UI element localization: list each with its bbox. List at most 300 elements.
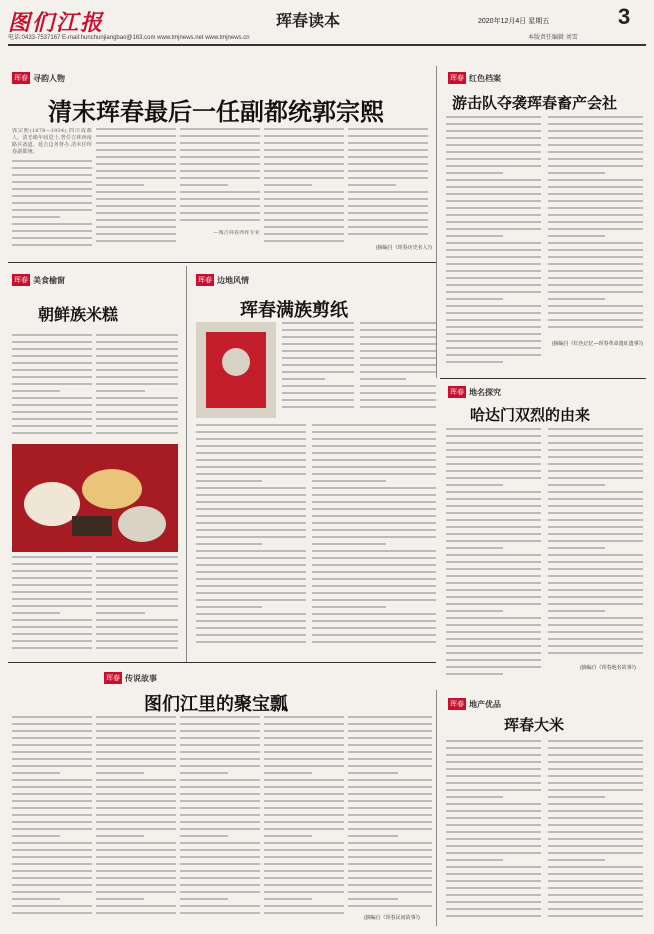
- text-line: [312, 620, 436, 622]
- text-line: [548, 505, 643, 507]
- text-line: [360, 329, 436, 331]
- tag-box: 珲春: [12, 274, 30, 286]
- main-mid-credit: —城吉林春西珲专业: [213, 230, 260, 236]
- text-line: [180, 205, 260, 207]
- text-line: [282, 329, 354, 331]
- text-line: [12, 411, 92, 413]
- text-line: [96, 800, 176, 802]
- text-line: [196, 599, 306, 601]
- legend-tag: [104, 672, 157, 684]
- paper-tag: [196, 274, 249, 286]
- rule-2: [440, 378, 646, 379]
- text-line: [348, 205, 428, 207]
- tag-box: 珲春: [448, 72, 466, 84]
- text-line: [548, 291, 643, 293]
- text-line: [12, 716, 92, 718]
- column-divider: [436, 690, 437, 926]
- paper-headline: 珲春满族剪纸: [240, 300, 348, 321]
- text-line: [180, 835, 228, 837]
- text-line: [180, 786, 260, 788]
- text-line: [348, 828, 432, 830]
- text-line: [196, 515, 306, 517]
- text-line: [96, 556, 178, 558]
- text-line: [548, 754, 643, 756]
- text-line: [12, 737, 92, 739]
- text-line: [548, 477, 643, 479]
- text-line: [180, 877, 260, 879]
- text-line: [446, 638, 541, 640]
- text-line: [312, 592, 436, 594]
- text-line: [12, 362, 92, 364]
- text-line: [12, 591, 92, 593]
- text-line: [548, 852, 643, 854]
- text-line: [446, 505, 541, 507]
- red-tag: [448, 72, 501, 84]
- text-line: [96, 170, 176, 172]
- text-line: [360, 371, 436, 373]
- main-col-4: [264, 128, 344, 252]
- text-line: [548, 491, 643, 493]
- text-line: [548, 617, 643, 619]
- text-line: [446, 645, 541, 647]
- text-line: [264, 821, 344, 823]
- text-line: [96, 751, 176, 753]
- text-line: [12, 870, 92, 872]
- text-line: [12, 758, 92, 760]
- main-col-1: [12, 160, 92, 252]
- text-line: [348, 716, 432, 718]
- text-line: [312, 459, 436, 461]
- text-line: [12, 355, 92, 357]
- text-line: [312, 508, 436, 510]
- text-line: [446, 768, 541, 770]
- text-line: [96, 737, 176, 739]
- text-line: [548, 596, 643, 598]
- text-line: [12, 828, 92, 830]
- text-line: [282, 399, 354, 401]
- text-line: [548, 803, 643, 805]
- tag-box: 珲春: [196, 274, 214, 286]
- text-line: [96, 835, 144, 837]
- text-line: [196, 620, 306, 622]
- text-line: [12, 230, 92, 232]
- text-line: [446, 354, 541, 356]
- text-line: [446, 887, 541, 889]
- text-line: [264, 198, 344, 200]
- text-line: [312, 599, 436, 601]
- text-line: [264, 849, 344, 851]
- text-line: [96, 856, 176, 858]
- text-line: [96, 821, 176, 823]
- text-line: [446, 270, 541, 272]
- text-line: [446, 186, 541, 188]
- text-line: [12, 821, 92, 823]
- text-line: [12, 619, 92, 621]
- text-line: [548, 547, 605, 549]
- text-line: [446, 305, 541, 307]
- text-line: [96, 716, 176, 718]
- tag-label: 地名探究: [469, 387, 501, 397]
- text-line: [96, 184, 144, 186]
- text-line: [446, 673, 503, 675]
- text-line: [96, 772, 144, 774]
- text-line: [264, 233, 344, 235]
- text-line: [312, 627, 436, 629]
- text-line: [348, 863, 432, 865]
- text-line: [282, 378, 325, 380]
- text-line: [180, 758, 260, 760]
- text-line: [446, 498, 541, 500]
- text-line: [548, 116, 643, 118]
- paper-cut-photo: [196, 322, 276, 418]
- text-line: [96, 605, 178, 607]
- text-line: [12, 188, 92, 190]
- text-line: [12, 181, 92, 183]
- text-line: [548, 498, 643, 500]
- text-line: [348, 191, 428, 193]
- text-line: [446, 894, 541, 896]
- text-line: [96, 226, 176, 228]
- text-line: [12, 633, 92, 635]
- text-line: [548, 915, 643, 917]
- text-line: [180, 891, 260, 893]
- text-line: [12, 751, 92, 753]
- text-line: [96, 212, 176, 214]
- main-intro: 郭宗熙(1878—1934),四川成都人。清光绪年间进士,曾任吉林西南路兵备道、延吉边务督办,清末任珲春副都统。: [12, 128, 92, 155]
- text-line: [312, 431, 436, 433]
- text-line: [312, 473, 436, 475]
- text-line: [12, 216, 60, 218]
- text-line: [12, 202, 92, 204]
- text-line: [312, 494, 436, 496]
- tag-label: 美食榆窗: [33, 275, 65, 285]
- text-line: [12, 605, 92, 607]
- text-line: [348, 751, 432, 753]
- text-line: [348, 226, 428, 228]
- text-line: [312, 564, 436, 566]
- text-line: [548, 824, 643, 826]
- text-line: [548, 463, 643, 465]
- text-line: [282, 364, 354, 366]
- text-line: [348, 807, 432, 809]
- column-divider: [436, 66, 437, 378]
- text-line: [548, 470, 643, 472]
- text-line: [12, 849, 92, 851]
- text-line: [348, 891, 432, 893]
- tag-box: 珲春: [104, 672, 122, 684]
- text-line: [548, 137, 643, 139]
- text-line: [312, 641, 436, 643]
- text-line: [96, 149, 176, 151]
- text-line: [548, 214, 643, 216]
- text-line: [312, 550, 436, 552]
- text-line: [312, 452, 436, 454]
- text-line: [180, 905, 260, 907]
- text-line: [446, 761, 541, 763]
- text-line: [548, 831, 643, 833]
- text-line: [446, 116, 541, 118]
- text-line: [12, 744, 92, 746]
- text-line: [348, 821, 432, 823]
- text-line: [196, 466, 306, 468]
- rice-cake-photo: [12, 444, 178, 552]
- text-line: [312, 536, 436, 538]
- text-line: [264, 793, 344, 795]
- legend-col-4: [264, 716, 344, 924]
- text-line: [446, 172, 503, 174]
- text-line: [548, 484, 605, 486]
- text-line: [548, 873, 643, 875]
- text-line: [548, 172, 605, 174]
- text-line: [264, 758, 344, 760]
- text-line: [12, 905, 92, 907]
- text-line: [96, 577, 178, 579]
- text-line: [264, 142, 344, 144]
- text-line: [180, 863, 260, 865]
- text-line: [446, 221, 541, 223]
- text-line: [548, 761, 643, 763]
- text-line: [12, 626, 92, 628]
- text-line: [446, 775, 541, 777]
- text-line: [548, 249, 643, 251]
- text-line: [12, 425, 92, 427]
- text-line: [548, 442, 643, 444]
- text-line: [12, 369, 92, 371]
- text-line: [348, 744, 432, 746]
- text-line: [348, 142, 428, 144]
- text-line: [360, 399, 436, 401]
- text-line: [548, 123, 643, 125]
- text-line: [348, 835, 398, 837]
- text-line: [180, 765, 260, 767]
- red-byline: (摘编自《红色记忆—珲春革命遗址遗事》): [552, 341, 643, 347]
- text-line: [12, 577, 92, 579]
- text-line: [348, 842, 432, 844]
- text-line: [312, 445, 436, 447]
- tag-box: 珲春: [12, 72, 30, 84]
- text-line: [12, 418, 92, 420]
- legend-col-5: [348, 716, 432, 912]
- text-line: [180, 779, 260, 781]
- text-line: [446, 449, 541, 451]
- text-line: [96, 744, 176, 746]
- tag-label: 寻韵人物: [33, 73, 65, 83]
- text-line: [312, 487, 436, 489]
- text-line: [446, 312, 541, 314]
- text-line: [548, 270, 643, 272]
- text-line: [96, 786, 176, 788]
- text-line: [96, 905, 176, 907]
- text-line: [548, 435, 643, 437]
- text-line: [312, 438, 436, 440]
- text-line: [446, 901, 541, 903]
- text-line: [348, 884, 432, 886]
- text-line: [96, 884, 176, 886]
- text-line: [96, 563, 178, 565]
- text-line: [548, 789, 643, 791]
- text-line: [264, 163, 344, 165]
- main-tag: [12, 72, 65, 84]
- text-line: [180, 737, 260, 739]
- text-line: [360, 385, 436, 387]
- text-line: [548, 540, 643, 542]
- tag-label: 边地风情: [217, 275, 249, 285]
- text-line: [12, 877, 92, 879]
- text-line: [548, 838, 643, 840]
- text-line: [446, 845, 541, 847]
- text-line: [446, 123, 541, 125]
- text-line: [264, 723, 344, 725]
- hada-tag: [448, 386, 501, 398]
- text-line: [196, 641, 306, 643]
- text-line: [12, 334, 92, 336]
- text-line: [264, 737, 344, 739]
- text-line: [548, 887, 643, 889]
- text-line: [96, 334, 178, 336]
- text-line: [446, 631, 541, 633]
- text-line: [12, 612, 60, 614]
- text-line: [264, 807, 344, 809]
- text-line: [264, 751, 344, 753]
- text-line: [196, 431, 306, 433]
- text-line: [348, 163, 428, 165]
- text-line: [264, 177, 344, 179]
- text-line: [196, 438, 306, 440]
- text-line: [446, 740, 541, 742]
- text-line: [548, 652, 643, 654]
- text-line: [548, 200, 643, 202]
- text-line: [548, 519, 643, 521]
- text-line: [96, 863, 176, 865]
- text-line: [312, 466, 436, 468]
- text-line: [196, 459, 306, 461]
- text-line: [548, 582, 643, 584]
- text-line: [446, 456, 541, 458]
- text-line: [446, 533, 541, 535]
- text-line: [180, 814, 260, 816]
- text-line: [548, 130, 643, 132]
- text-line: [180, 716, 260, 718]
- text-line: [548, 810, 643, 812]
- text-line: [264, 765, 344, 767]
- text-line: [446, 298, 503, 300]
- text-line: [196, 557, 306, 559]
- text-line: [548, 880, 643, 882]
- text-line: [548, 638, 643, 640]
- text-line: [12, 237, 92, 239]
- text-line: [446, 228, 541, 230]
- text-line: [96, 383, 178, 385]
- text-line: [264, 170, 344, 172]
- text-line: [548, 256, 643, 258]
- text-line: [12, 167, 92, 169]
- text-line: [446, 568, 541, 570]
- text-line: [360, 378, 406, 380]
- text-line: [548, 319, 643, 321]
- text-line: [96, 891, 176, 893]
- text-line: [348, 730, 432, 732]
- tag-label: 传说故事: [125, 673, 157, 683]
- text-line: [348, 177, 428, 179]
- rice-tag: [448, 698, 501, 710]
- paper-col-2: [360, 322, 436, 418]
- text-line: [180, 912, 260, 914]
- text-line: [446, 207, 541, 209]
- text-line: [446, 137, 541, 139]
- text-line: [282, 350, 354, 352]
- text-line: [12, 772, 60, 774]
- text-line: [96, 418, 178, 420]
- paper-col-4: [312, 424, 436, 652]
- text-line: [180, 142, 260, 144]
- text-line: [312, 578, 436, 580]
- text-line: [548, 144, 643, 146]
- text-line: [446, 361, 503, 363]
- text-line: [348, 233, 428, 235]
- text-line: [548, 151, 643, 153]
- text-line: [12, 898, 60, 900]
- contact-info: 电话:0433-7537167 E-mail:hunchunjiangbao@163.com www.tmjnews.net www.tmjnews.cn: [8, 35, 250, 41]
- text-line: [348, 779, 432, 781]
- text-line: [312, 543, 386, 545]
- text-line: [180, 198, 260, 200]
- text-line: [548, 768, 643, 770]
- text-line: [12, 779, 92, 781]
- text-line: [282, 406, 354, 408]
- text-line: [12, 891, 92, 893]
- cake-headline: 朝鲜族米糕: [38, 305, 119, 324]
- text-line: [12, 856, 92, 858]
- text-line: [446, 547, 503, 549]
- text-line: [196, 627, 306, 629]
- text-line: [282, 322, 354, 324]
- text-line: [446, 277, 541, 279]
- text-line: [446, 873, 541, 875]
- text-line: [548, 207, 643, 209]
- text-line: [12, 390, 60, 392]
- text-line: [12, 223, 92, 225]
- text-line: [348, 849, 432, 851]
- text-line: [12, 174, 92, 176]
- text-line: [548, 449, 643, 451]
- paper-col-1: [282, 322, 354, 418]
- text-line: [180, 821, 260, 823]
- text-line: [12, 209, 92, 211]
- text-line: [264, 744, 344, 746]
- text-line: [446, 561, 541, 563]
- text-line: [12, 842, 92, 844]
- text-line: [96, 432, 178, 434]
- text-line: [180, 156, 260, 158]
- editor-info: 本版责任编辑 刘雪: [528, 35, 578, 41]
- text-line: [548, 165, 643, 167]
- text-line: [12, 723, 92, 725]
- issue-date: 2020年12月4日 星期五: [478, 18, 550, 25]
- text-line: [548, 645, 643, 647]
- text-line: [360, 343, 436, 345]
- text-line: [548, 866, 643, 868]
- text-line: [264, 814, 344, 816]
- text-line: [548, 526, 643, 528]
- text-line: [548, 193, 643, 195]
- text-line: [264, 842, 344, 844]
- text-line: [348, 170, 428, 172]
- text-line: [12, 730, 92, 732]
- text-line: [446, 754, 541, 756]
- text-line: [360, 406, 436, 408]
- text-line: [96, 233, 176, 235]
- paper-cut-image: [196, 322, 276, 418]
